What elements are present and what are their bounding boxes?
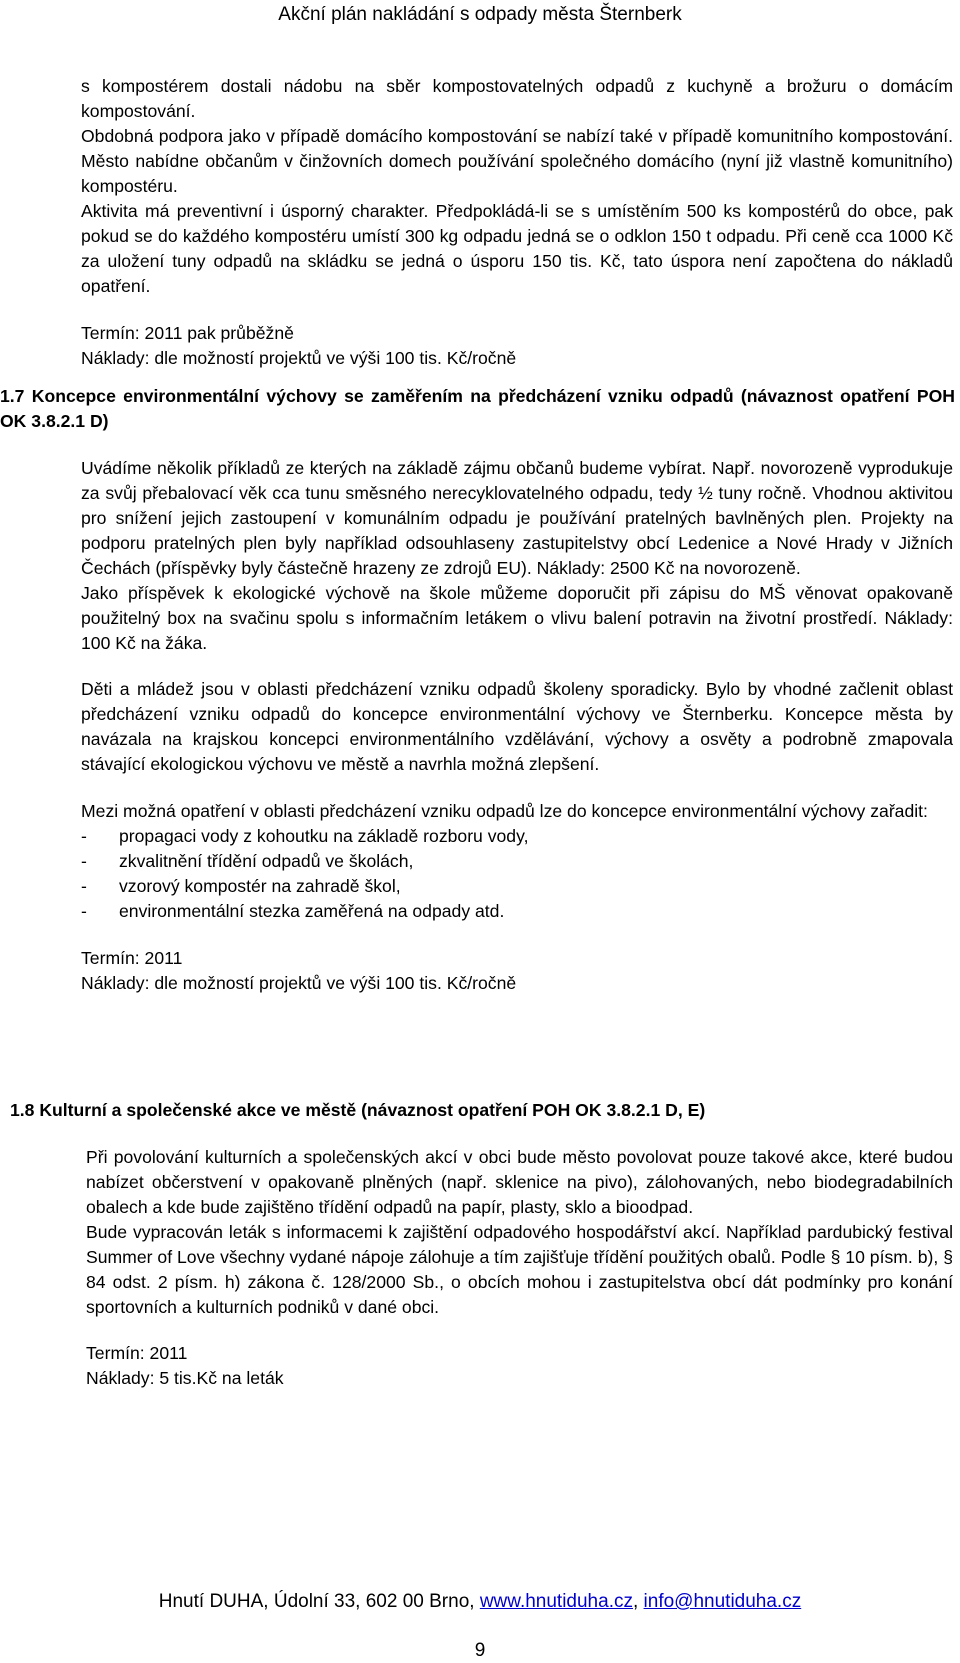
list-item: - vzorový kompostér na zahradě škol, bbox=[81, 876, 401, 896]
page-header: Akční plán nakládání s odpady města Šternberk bbox=[278, 4, 682, 25]
list-item: - propagaci vody z kohoutku na základě rozboru vody, bbox=[81, 826, 529, 846]
list-item: - environmentální stezka zaměřená na odpady atd. bbox=[81, 901, 505, 921]
section-1-7-paragraph-3: Děti a mládež jsou v oblasti předcházení vzniku odpadů školeny sporadicky. Bylo by vhodné začlenit oblast předcházení vzniku odpadů do koncepce environmentální výchovy ve Šternberku. Koncepce města by navázala na krajskou koncepci environmentálního vzdělávání, výchovy a osvěty a podrobně zmapovala stávající ekologickou výchovu ve městě a navrhla možná zlepšení. bbox=[81, 679, 953, 774]
section-1-8-term: Termín: 2011 bbox=[86, 1343, 188, 1363]
intro-paragraph-1: s kompostérem dostali nádobu na sběr kompostovatelných odpadů z kuchyně a brožuru o domácím kompostování. bbox=[81, 76, 953, 121]
list-item: - zkvalitnění třídění odpadů ve školách, bbox=[81, 851, 414, 871]
section-1-8-body bbox=[86, 1145, 953, 1391]
section-1-7-term: Termín: 2011 bbox=[81, 948, 183, 968]
intro-costs: Náklady: dle možností projektů ve výši 100 tis. Kč/ročně bbox=[81, 348, 517, 368]
section-1-7-paragraph-2: Jako příspěvek k ekologické výchově na škole můžeme doporučit při zápisu do MŠ věnovat opakovaně použitelný box na svačinu spolu s informačním letákem o vlivu balení potravin na životní prostředí. Náklady: 100 Kč na žáka. bbox=[81, 583, 953, 653]
section-1-8-costs: Náklady: 5 tis.Kč na leták bbox=[86, 1368, 284, 1388]
intro-term: Termín: 2011 pak průběžně bbox=[81, 323, 294, 343]
section-1-7-heading-block bbox=[0, 384, 955, 434]
footer-email-link[interactable]: info@hnutiduha.cz bbox=[643, 1591, 802, 1612]
section-1-8-heading-block bbox=[10, 1098, 960, 1123]
section-1-8-paragraph-2: Bude vypracován leták s informacemi k zajištění odpadového hospodářství akcí. Například pardubický festival Summer of Love všechny vydané nápoje zálohuje a tím zajišťuje třídění použitých obalů. Podle § 10 písm. b), § 84 odst. 2 písm. h) zákona č. 128/2000 Sb., o obcích mohou i zastupitelstva obcí dát podmínky pro konání sportovních a kulturních podniků v dané obci. bbox=[86, 1222, 953, 1317]
section-1-7-body bbox=[81, 456, 953, 996]
footer-address: Hnutí DUHA, Údolní 33, 602 00 Brno, bbox=[158, 1591, 480, 1612]
section-1-7-heading: 1.7 Koncepce environmentální výchovy se zaměřením na předcházení vzniku odpadů (návaznost opatření POH OK 3.8.2.1 D) bbox=[0, 386, 955, 431]
intro-section bbox=[81, 74, 953, 371]
intro-paragraph-2: Obdobná podpora jako v případě domácího kompostování se nabízí také v případě komunitního kompostování. Město nabídne občanům v činžovních domech používání společného domácího (nyní již vlastně komunitního) kompostéru. bbox=[81, 126, 953, 196]
measures-list bbox=[81, 824, 953, 924]
section-1-8-paragraph-1: Při povolování kulturních a společenských akcí v obci bude město povolovat pouze takové akce, které budou nabízet občerstvení v opakovaně plněných (např. sklenice na pivo), zálohovaných, nebo biodegradabilních obalech a kde bude zajištěno třídění odpadů na papír, plasty, sklo a bioodpad. bbox=[86, 1147, 953, 1217]
page-footer: Hnutí DUHA, Údolní 33, 602 00 Brno, www.hnutiduha.cz, info@hnutiduha.cz bbox=[158, 1591, 802, 1612]
section-1-7-costs: Náklady: dle možností projektů ve výši 100 tis. Kč/ročně bbox=[81, 973, 517, 993]
page-number: 9 bbox=[474, 1640, 486, 1661]
footer-web-link[interactable]: www.hnutiduha.cz bbox=[479, 1591, 633, 1612]
section-1-8-heading: 1.8 Kulturní a společenské akce ve městě (návaznost opatření POH OK 3.8.2.1 D, E) bbox=[10, 1100, 706, 1120]
section-1-7-paragraph-1: Uvádíme několik příkladů ze kterých na základě zájmu občanů budeme vybírat. Např. novorozeně vyprodukuje za svůj přebalovací věk cca tunu směsného nerecyklovatelného odpadu, tedy ½ tuny ročně. Vhodnou aktivitou pro snížení jejich zastoupení v komunálním odpadu je používání pratelných bavlněných plen. Projekty na podporu pratelných plen byly například odsouhlaseny zastupitelstvy obcí Ledenice a Nové Hrady v Jižních Čechách (příspěvky byly částečně hrazeny ze zdrojů EU). Náklady: 2500 Kč na novorozeně. bbox=[81, 458, 953, 578]
section-1-7-paragraph-4: Mezi možná opatření v oblasti předcházení vzniku odpadů lze do koncepce environmentální výchovy zařadit: bbox=[81, 801, 928, 821]
intro-paragraph-3: Aktivita má preventivní i úsporný charakter. Předpokládá-li se s umístěním 500 ks kompostérů do obce, pak pokud se do každého kompostéru umístí 300 kg odpadu jedná se o odklon 150 t odpadu. Při ceně cca 1000 Kč za uložení tuny odpadů na skládku se jedná o úsporu 150 tis. Kč, tato úspora není započtena do nákladů opatření. bbox=[81, 201, 953, 296]
